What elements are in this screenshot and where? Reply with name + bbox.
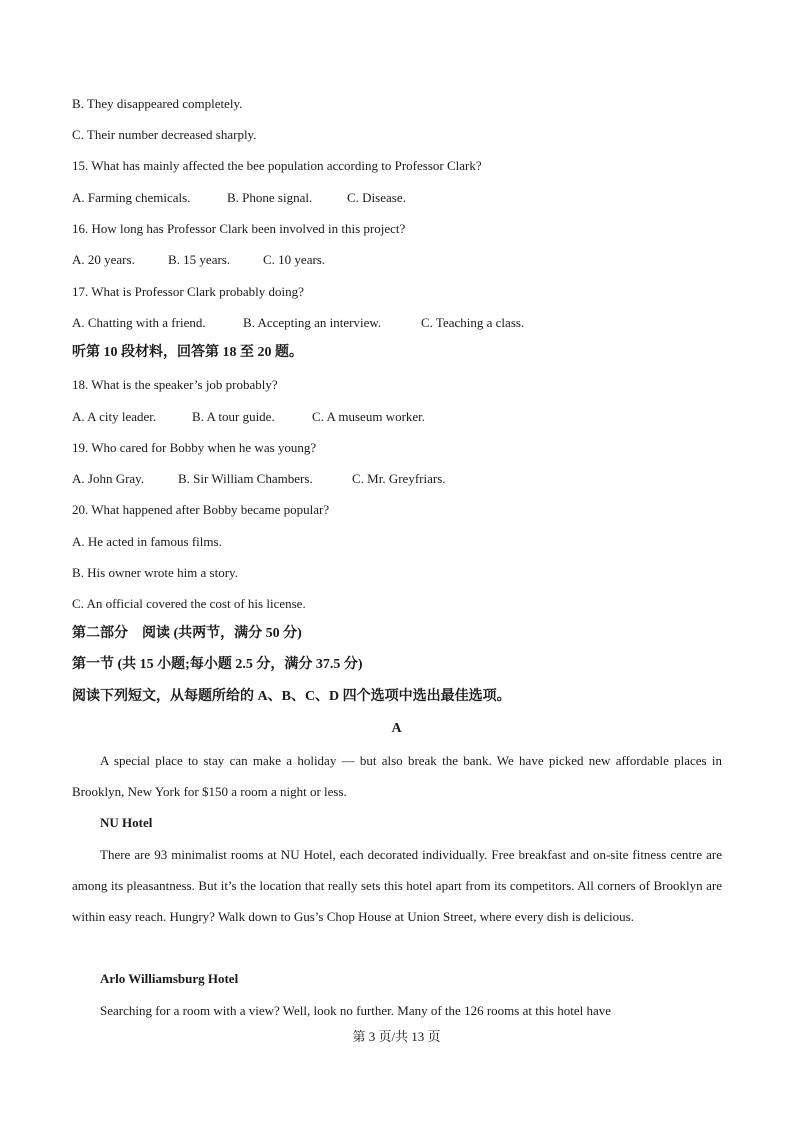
q19-option-b: B. Sir William Chambers.	[178, 471, 313, 486]
q14-option-c: C. Their number decreased sharply.	[72, 127, 257, 142]
reading-part-title: 第二部分 阅读 (共两节，满分 50 分)	[72, 626, 302, 641]
q17-options	[72, 315, 524, 331]
q19-option-c: C. Mr. Greyfriars.	[352, 471, 446, 486]
page-footer: 第 3 页/共 13 页	[352, 1029, 441, 1044]
q15-options	[72, 190, 406, 206]
q16-question: 16. How long has Professor Clark been involved in this project?	[72, 221, 406, 236]
hotel1-text: There are 93 minimalist rooms at NU Hotel, each decorated individually. Free breakfast and on-site fitness centre are among its pleasantness. But it’s the location that really sets this hotel apart from its competitors. All corners of Brooklyn are within easy reach. Hungry? Walk down to Gus’s Chop House at Union Street, where every dish is delicious.	[72, 847, 722, 924]
q18-options	[72, 409, 425, 425]
q20-option-c: C. An official covered the cost of his license.	[72, 596, 306, 611]
q19-option-a: A. John Gray.	[72, 471, 145, 486]
q16-option-c: C. 10 years.	[263, 252, 326, 267]
passage-intro: A special place to stay can make a holiday — but also break the bank. We have picked new affordable places in Brooklyn, New York for $150 a room a night or less.	[72, 753, 722, 799]
q20-option-a: A. He acted in famous films.	[72, 534, 222, 549]
hotel1-name: NU Hotel	[100, 815, 153, 830]
hotel2-text: Searching for a room with a view? Well, look no further. Many of the 126 rooms at this hotel have	[100, 1003, 612, 1018]
q17-question: 17. What is Professor Clark probably doing?	[72, 284, 304, 299]
q16-options	[72, 252, 325, 268]
q15-question: 15. What has mainly affected the bee population according to Professor Clark?	[72, 158, 482, 173]
q15-option-c: C. Disease.	[347, 190, 406, 205]
q17-option-a: A. Chatting with a friend.	[72, 315, 206, 330]
q16-option-b: B. 15 years.	[168, 252, 231, 267]
q19-question: 19. Who cared for Bobby when he was young?	[72, 440, 317, 455]
section10-instruction: 听第 10 段材料，回答第 18 至 20 题。	[72, 345, 303, 360]
q18-option-c: C. A museum worker.	[312, 409, 426, 424]
q18-option-b: B. A tour guide.	[192, 409, 275, 424]
q20-option-b: B. His owner wrote him a story.	[72, 565, 238, 580]
q17-option-c: C. Teaching a class.	[421, 315, 525, 330]
q18-question: 18. What is the speaker’s job probably?	[72, 377, 278, 392]
reading-instruction: 阅读下列短文，从每题所给的 A、B、C、D 四个选项中选出最佳选项。	[72, 689, 511, 704]
q15-option-b: B. Phone signal.	[227, 190, 313, 205]
q18-option-a: A. A city leader.	[72, 409, 157, 424]
hotel2-name: Arlo Williamsburg Hotel	[100, 971, 239, 986]
q19-options	[72, 471, 446, 487]
q16-option-a: A. 20 years.	[72, 252, 135, 267]
q15-option-a: A. Farming chemicals.	[72, 190, 191, 205]
reading-section-title: 第一节 (共 15 小题;每小题 2.5 分，满分 37.5 分)	[72, 657, 363, 672]
q17-option-b: B. Accepting an interview.	[243, 315, 382, 330]
q20-question: 20. What happened after Bobby became popular?	[72, 502, 330, 517]
q14-option-b: B. They disappeared completely.	[72, 96, 243, 111]
passage-label: A	[391, 721, 402, 736]
